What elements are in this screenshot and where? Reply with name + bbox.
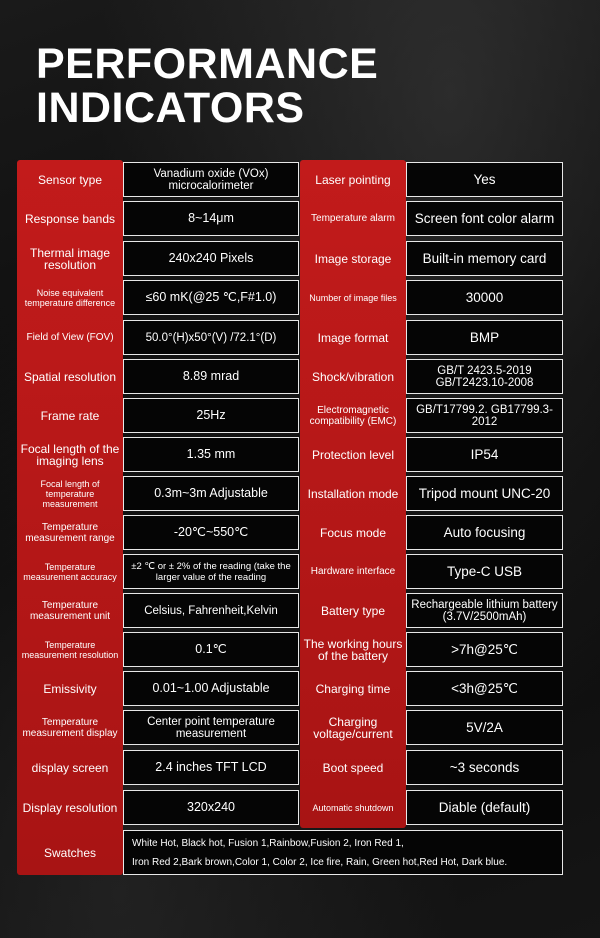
spec-value: >7h@25℃ [406,632,563,667]
spec-label: Temperature measurement display [22,716,118,739]
spec-value: -20℃~550℃ [123,515,299,550]
spec-label: Hardware interface [310,566,396,577]
spec-label: Charging time [315,681,391,696]
spec-label: Frame rate [40,408,100,423]
spec-label: Temperature measurement resolution [21,639,119,660]
spec-label: Image storage [314,251,392,266]
spec-label: Swatches [43,845,97,860]
spec-label: Temperature measurement range [25,521,115,544]
spec-label: Focal length of temperature measurement [40,478,100,509]
spec-value: Diable (default) [406,790,563,825]
spec-label: Number of image files [309,292,397,303]
spec-value: 50.0°(H)x50°(V) /72.1°(D) [123,320,299,355]
spec-label: Battery type [320,603,386,618]
page-title-line-2: INDICATORS [36,84,305,132]
spec-value: Yes [406,162,563,197]
spec-value: 0.1℃ [123,632,299,667]
spec-label: Display resolution [22,800,118,815]
spec-value: <3h@25℃ [406,671,563,706]
spec-value: Celsius, Fahrenheit,Kelvin [123,593,299,628]
spec-label: The working hours of the battery [303,636,403,663]
spec-label: Sensor type [37,172,103,187]
spec-label: Installation mode [307,486,399,501]
page-title-line-1: PERFORMANCE [36,40,379,88]
spec-label: Electromagnetic compatibility (EMC) [309,404,397,427]
spec-label: Noise equivalent temperature difference [24,287,116,308]
spec-value: 8.89 mrad [123,359,299,394]
spec-label: Temperature measurement accuracy [23,561,117,582]
spec-label: Charging voltage/current [313,714,393,741]
spec-value: Type-C USB [406,554,563,589]
spec-value: IP54 [406,437,563,472]
spec-label: Response bands [24,211,116,226]
spec-label: Thermal image resolution [29,245,111,272]
spec-value: 25Hz [123,398,299,433]
page-title [36,42,378,130]
spec-value: Auto focusing [406,515,563,550]
spec-label: Automatic shutdown [312,802,394,813]
spec-label: Emissivity [43,681,97,696]
spec-value: Rechargeable lithium battery (3.7V/2500mAh) [406,593,563,628]
spec-label: Shock/vibration [311,369,395,384]
spec-label: Temperature measurement unit [29,599,111,622]
spec-value: 2.4 inches TFT LCD [123,750,299,785]
spec-value: 240x240 Pixels [123,241,299,276]
spec-value: ≤60 mK(@25 ℃,F#1.0) [123,280,299,315]
spec-label: Spatial resolution [23,369,117,384]
spec-value: 0.3m~3m Adjustable [123,476,299,511]
spec-label: Laser pointing [315,172,391,187]
swatches-value [123,830,563,875]
spec-label: Protection level [311,447,395,462]
spec-value: 30000 [406,280,563,315]
spec-label: display screen [31,760,109,775]
spec-label: Focal length of the imaging lens [20,441,120,468]
spec-value: BMP [406,320,563,355]
spec-value: ±2 ℃ or ± 2% of the reading (take the larger value of the reading [123,554,299,589]
swatches-line-2: Iron Red 2,Bark brown,Color 1, Color 2, Ice fire, Rain, Green hot,Red Hot, Dark blue. [132,856,508,868]
spec-value: Screen font color alarm [406,201,563,236]
spec-value: 0.01~1.00 Adjustable [123,671,299,706]
spec-value: GB/T 2423.5-2019 GB/T2423.10-2008 [406,359,563,394]
spec-label: Boot speed [322,760,384,775]
spec-label: Field of View (FOV) [26,332,114,343]
spec-value: Vanadium oxide (VOx) microcalorimeter [123,162,299,197]
spec-label: Focus mode [319,525,387,540]
spec-value: 320x240 [123,790,299,825]
swatches-line-1: White Hot, Black hot, Fusion 1,Rainbow,Fusion 2, Iron Red 1, [132,837,404,849]
spec-value: 8~14μm [123,201,299,236]
spec-value: GB/T17799.2. GB17799.3-2012 [406,398,563,433]
spec-label: Image format [317,330,389,345]
spec-value: 1.35 mm [123,437,299,472]
spec-label: Temperature alarm [311,213,395,224]
spec-value: Tripod mount UNC-20 [406,476,563,511]
spec-value: ~3 seconds [406,750,563,785]
spec-value: Center point temperature measurement [123,710,299,745]
spec-value: 5V/2A [406,710,563,745]
spec-value: Built-in memory card [406,241,563,276]
